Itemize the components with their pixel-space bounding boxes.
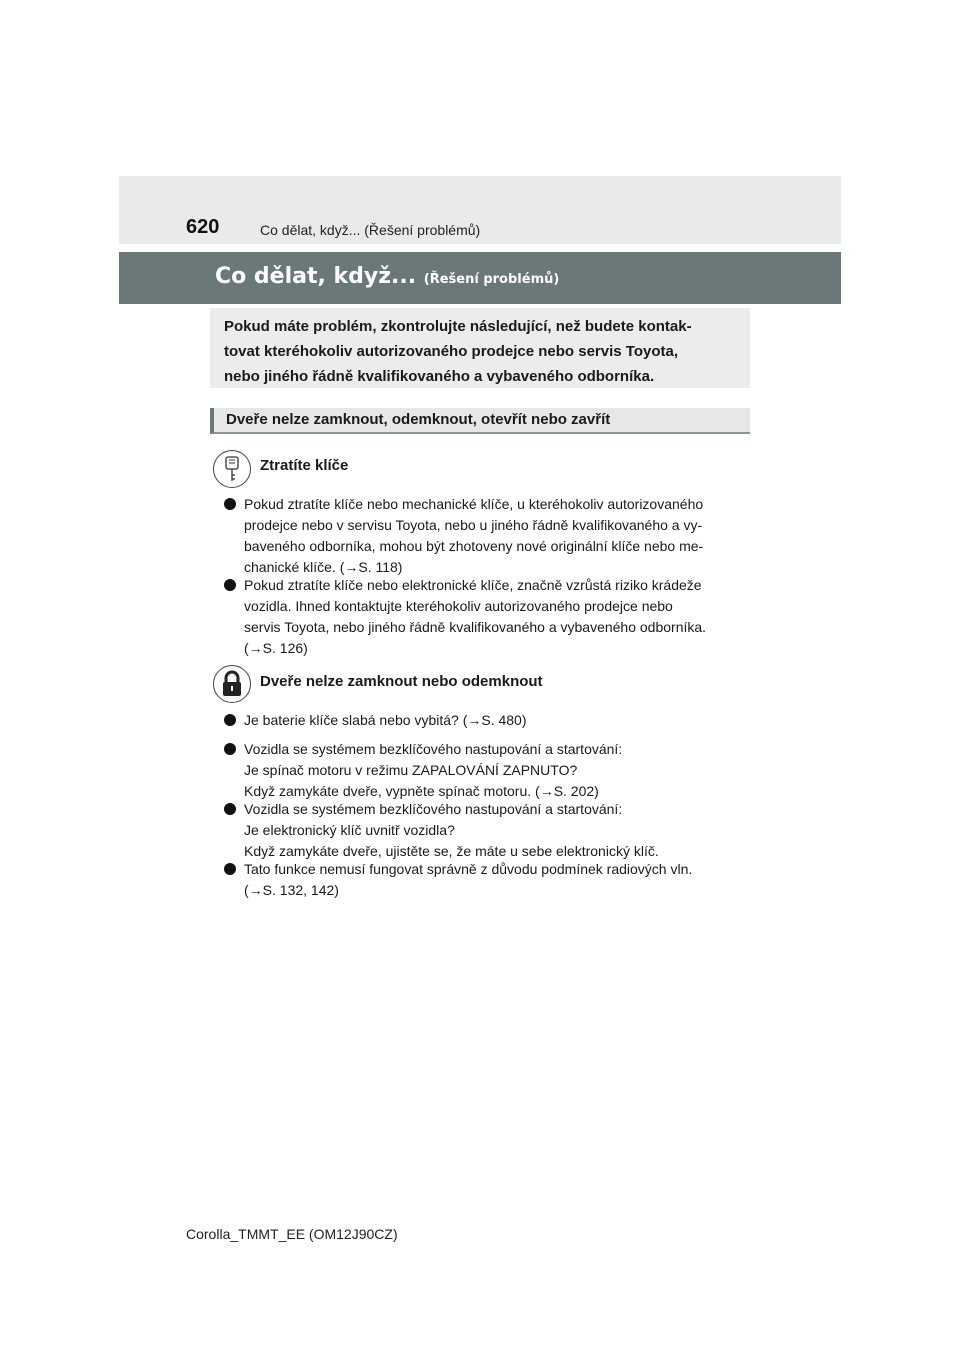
list-item-line: Je elektronický klíč uvnitř vozidla?: [244, 822, 455, 838]
page-title: [215, 264, 559, 289]
subsection-heading-doors-lock: Dveře nelze zamknout nebo odemknout: [260, 673, 543, 690]
list-item-line: Je spínač motoru v režimu ZAPALOVÁNÍ ZAPNUTO?: [244, 762, 578, 778]
key-icon: [213, 450, 251, 488]
running-head: Co dělat, když... (Řešení problémů): [260, 222, 481, 238]
list-item: [224, 799, 750, 862]
intro-line: nebo jiného řádně kvalifikovaného a vybaveného odborníka.: [224, 368, 655, 385]
padlock-icon: [213, 665, 251, 703]
bullet-dot: [224, 743, 236, 755]
intro-box: [210, 308, 750, 388]
intro-line: Pokud máte problém, zkontrolujte následující, než budete kontak-: [224, 318, 692, 335]
list-item-line: Vozidla se systémem bezklíčového nastupování a startování:: [244, 801, 623, 817]
list-item-line: prodejce nebo v servisu Toyota, nebo u jiného řádně kvalifikovaného a vy-: [244, 517, 703, 533]
footer-model-code: Corolla_TMMT_EE (OM12J90CZ): [186, 1226, 398, 1242]
list-item-line: servis Toyota, nebo jiného řádně kvalifikovaného a vybaveného odborníka.: [244, 619, 707, 635]
list-item-line: Když zamykáte dveře, ujistěte se, že máte u sebe elektronický klíč.: [244, 843, 659, 859]
list-item-line: Když zamykáte dveře, vypněte spínač motoru. (→S. 202): [244, 783, 599, 799]
list-item-line: Tato funkce nemusí fungovat správně z důvodu podmínek radiových vln.: [244, 861, 693, 877]
list-item-line: Pokud ztratíte klíče nebo elektronické klíče, značně vzrůstá riziko krádeže: [244, 577, 702, 593]
page-number: 620: [186, 216, 220, 238]
list-item: [224, 859, 750, 901]
page-title-sub: (Řešení problémů): [423, 272, 560, 287]
list-item: [224, 739, 750, 802]
list-item: [224, 494, 750, 578]
intro-line: tovat kteréhokoliv autorizovaného prodejce nebo servis Toyota,: [224, 343, 678, 360]
section-heading: Dveře nelze zamknout, odemknout, otevřít nebo zavřít: [210, 408, 750, 434]
bullet-dot: [224, 714, 236, 726]
list-item: [224, 710, 750, 731]
bullet-dot: [224, 863, 236, 875]
bullet-dot: [224, 803, 236, 815]
list-item: [224, 575, 750, 659]
list-item-line: (→S. 126): [244, 640, 308, 656]
bullet-dot: [224, 579, 236, 591]
list-item-line: Vozidla se systémem bezklíčového nastupování a startování:: [244, 741, 623, 757]
list-item-line: Pokud ztratíte klíče nebo mechanické klíče, u kteréhokoliv autorizovaného: [244, 496, 704, 512]
subsection-heading-lost-keys: Ztratíte klíče: [260, 457, 349, 474]
list-item-line: (→S. 132, 142): [244, 882, 339, 898]
bullet-dot: [224, 498, 236, 510]
list-item-line: baveného odborníka, mohou být zhotoveny nové originální klíče nebo me-: [244, 538, 704, 554]
list-item-line: vozidla. Ihned kontaktujte kteréhokoliv autorizovaného prodejce nebo: [244, 598, 673, 614]
page-title-main: Co dělat, když...: [215, 264, 417, 289]
list-item-line: Je baterie klíče slabá nebo vybitá? (→S. 480): [244, 712, 527, 728]
list-item-line: chanické klíče. (→S. 118): [244, 559, 403, 575]
